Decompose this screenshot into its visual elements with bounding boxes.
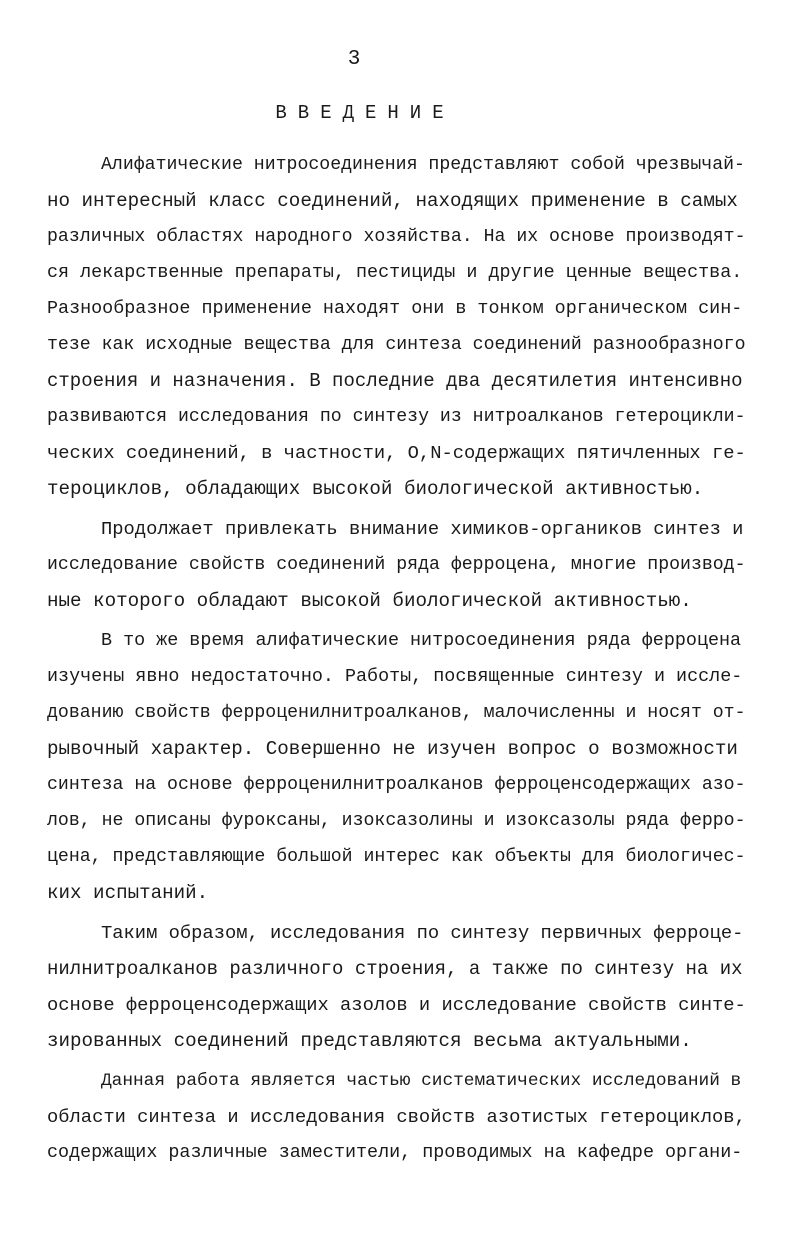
section-heading: ВВЕДЕНИЕ <box>275 102 455 124</box>
text-line: дованию свойств ферроценилнитроалканов, малочисленны и носят от- <box>47 703 746 723</box>
text-line: зированных соединений представляются весьма актуальными. <box>47 1030 692 1052</box>
text-line: Алифатические нитросоединения представляют собой чрезвычай- <box>101 155 745 175</box>
text-line: лов, не описаны фуроксаны, изоксазолины и изоксазолы ряда ферро- <box>47 811 746 831</box>
text-line: тероциклов, обладающих высокой биологической активностью. <box>47 478 704 500</box>
text-line: В то же время алифатические нитросоединения ряда ферроцена <box>101 630 742 651</box>
text-line: исследование свойств соединений ряда ферроцена, многие производ- <box>47 555 746 575</box>
text-line: Таким образом, исследования по синтезу первичных ферроце- <box>101 922 744 944</box>
text-line: развиваются исследования по синтезу из нитроалканов гетероцикли- <box>47 407 746 427</box>
text-line: ческих соединений, в частности, O,N-содержащих пятичленных ге- <box>47 442 746 464</box>
page-number: 3 <box>347 48 361 71</box>
text-line: тезе как исходные вещества для синтеза соединений разнообразного <box>47 335 746 355</box>
text-line: Данная работа является частью систематических исследований в <box>101 1071 742 1091</box>
text-line: различных областях народного хозяйства. На их основе производят- <box>47 227 746 247</box>
text-line: строения и назначения. В последние два десятилетия интенсивно <box>47 370 743 392</box>
text-line: синтеза на основе ферроценилнитроалканов ферроценсодержащих азо- <box>47 775 746 795</box>
text-line: ся лекарственные препараты, пестициды и другие ценные вещества. <box>47 262 743 283</box>
text-line: изучены явно недостаточно. Работы, посвященные синтезу и иссле- <box>47 666 743 687</box>
text-line: содержащих различные заместители, проводимых на кафедре органи- <box>47 1142 743 1163</box>
text-line: области синтеза и исследования свойств азотистых гетероциклов, <box>47 1106 746 1128</box>
text-line: Продолжает привлекать внимание химиков-органиков синтез и <box>101 518 744 540</box>
text-line: ные которого обладают высокой биологической активностью. <box>47 590 692 612</box>
text-line: Разнообразное применение находят они в тонком органическом син- <box>47 298 743 319</box>
text-line: нилнитроалканов различного строения, а также по синтезу на их <box>47 958 743 980</box>
text-line: рывочный характер. Совершенно не изучен вопрос о возможности <box>47 738 738 760</box>
text-line: ких испытаний. <box>47 882 209 904</box>
text-line: цена, представляющие большой интерес как объекты для биологичес- <box>47 847 746 867</box>
text-line: основе ферроценсодержащих азолов и исследование свойств синте- <box>47 994 746 1016</box>
text-line: но интересный класс соединений, находящих применение в самых <box>47 190 738 212</box>
